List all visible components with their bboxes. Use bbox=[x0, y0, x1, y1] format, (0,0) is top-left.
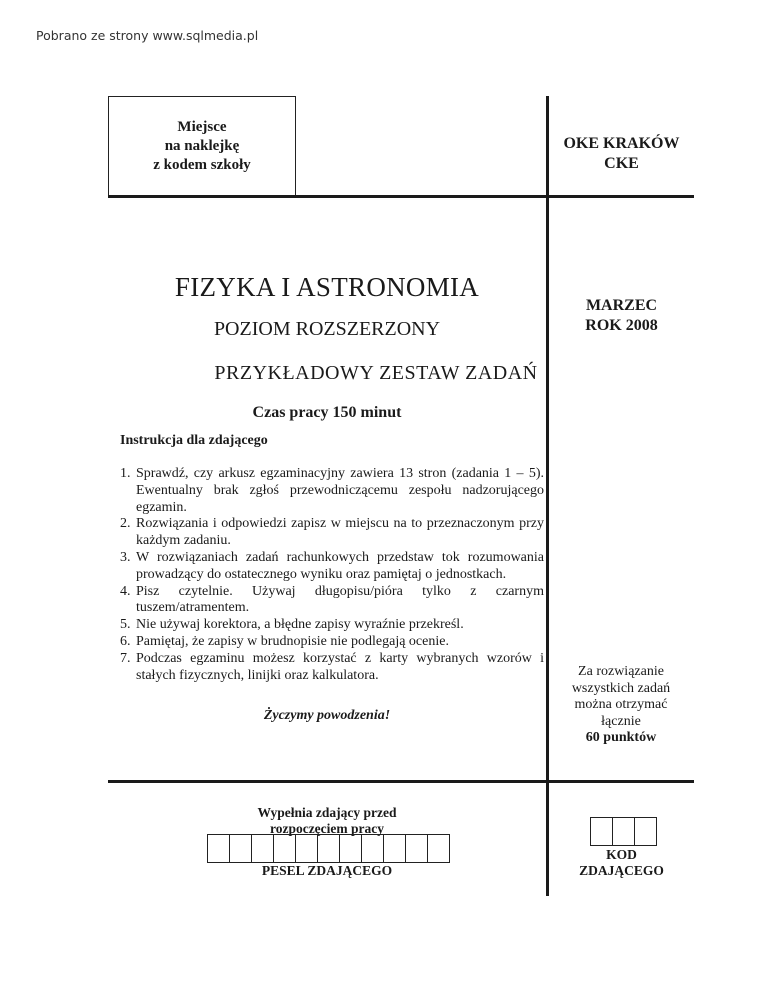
pesel-digit-box[interactable] bbox=[208, 835, 230, 862]
pesel-digit-box[interactable] bbox=[318, 835, 340, 862]
top-divider bbox=[108, 195, 694, 198]
instruction-item: 6. Pamiętaj, że zapisy w brudnopisie nie podlegają ocenie. bbox=[120, 633, 449, 649]
pesel-digit-box[interactable] bbox=[362, 835, 384, 862]
exam-title: FIZYKA I ASTRONOMIA bbox=[174, 272, 480, 302]
fill-before-work-note bbox=[108, 805, 546, 837]
pesel-input[interactable] bbox=[207, 834, 450, 863]
source-note: Pobrano ze strony www.sqlmedia.pl bbox=[36, 28, 259, 43]
code-digit-box[interactable] bbox=[591, 818, 613, 845]
oke-line-1: OKE KRAKÓW bbox=[563, 135, 680, 152]
code-digit-box[interactable] bbox=[635, 818, 656, 845]
oke-line-2: CKE bbox=[604, 155, 639, 172]
pesel-digit-box[interactable] bbox=[406, 835, 428, 862]
code-digit-box[interactable] bbox=[613, 818, 635, 845]
pesel-digit-box[interactable] bbox=[252, 835, 274, 862]
instruction-item: 3. W rozwiązaniach zadań rachunkowych przedstaw tok rozumowania prowadzący do ostatecznego wyniku oraz pamiętaj o jednostkach. bbox=[120, 549, 544, 582]
points-line-3: można otrzymać bbox=[574, 697, 668, 712]
fill-line-1: Wypełnia zdający przed bbox=[257, 805, 397, 820]
pesel-digit-box[interactable] bbox=[428, 835, 449, 862]
points-line-4: łącznie bbox=[601, 713, 641, 729]
school-sticker-box bbox=[108, 96, 296, 196]
points-total: 60 punktów bbox=[585, 730, 657, 745]
exam-date bbox=[549, 296, 694, 336]
instruction-item: 5. Nie używaj korektora, a błędne zapisy wyraźnie przekreśl. bbox=[120, 617, 464, 633]
vertical-divider bbox=[546, 96, 549, 896]
sample-set-label: PRZYKŁADOWY ZESTAW ZADAŃ bbox=[214, 362, 538, 384]
instruction-item: 4. Pisz czytelnie. Używaj długopisu/pióra tylko z czarnym tuszem/atramentem. bbox=[120, 583, 544, 616]
bottom-divider bbox=[108, 780, 694, 783]
fill-line-2: rozpoczęciem pracy bbox=[269, 821, 385, 836]
pesel-digit-box[interactable] bbox=[230, 835, 252, 862]
points-info bbox=[555, 664, 687, 747]
sticker-line-1: Miejsce bbox=[177, 118, 227, 135]
sticker-line-2: na naklejkę bbox=[164, 137, 240, 154]
points-line-2: wszystkich zadań bbox=[571, 680, 671, 696]
pesel-digit-box[interactable] bbox=[274, 835, 296, 862]
instruction-item: 2. Rozwiązania i odpowiedzi zapisz w miejscu na to przeznaczonym przy każdym zadaniu. bbox=[120, 516, 544, 549]
pesel-digit-box[interactable] bbox=[340, 835, 362, 862]
instructions-list bbox=[120, 466, 544, 684]
exam-level: POZIOM ROZSZERZONY bbox=[213, 318, 441, 340]
kod-line-1: KOD bbox=[606, 847, 637, 862]
oke-label bbox=[549, 134, 694, 174]
exam-month: MARZEC bbox=[585, 297, 658, 314]
instruction-item: 1. Sprawdź, czy arkusz egzaminacyjny zawiera 13 stron (zadania 1 – 5). Ewentualny brak zgłoś przewodniczącemu zespołu nadzorującego egzamin. bbox=[120, 466, 544, 515]
instruction-item: 7. Podczas egzaminu możesz korzystać z karty wybranych wzorów i stałych fizycznych, linijki oraz kalkulatora. bbox=[120, 650, 544, 683]
pesel-digit-box[interactable] bbox=[384, 835, 406, 862]
good-luck-text: Życzymy powodzenia! bbox=[263, 708, 391, 723]
pesel-digit-box[interactable] bbox=[296, 835, 318, 862]
student-code-input[interactable] bbox=[590, 817, 657, 846]
instructions-heading: Instrukcja dla zdającego bbox=[120, 433, 268, 448]
student-code-label bbox=[549, 847, 694, 879]
points-line-1: Za rozwiązanie bbox=[578, 664, 664, 679]
kod-line-2: ZDAJĄCEGO bbox=[579, 863, 664, 878]
exam-time: Czas pracy 150 minut bbox=[252, 404, 402, 421]
sticker-line-3: z kodem szkoły bbox=[153, 156, 251, 173]
pesel-label: PESEL ZDAJĄCEGO bbox=[261, 863, 393, 878]
exam-year: ROK 2008 bbox=[585, 317, 658, 334]
